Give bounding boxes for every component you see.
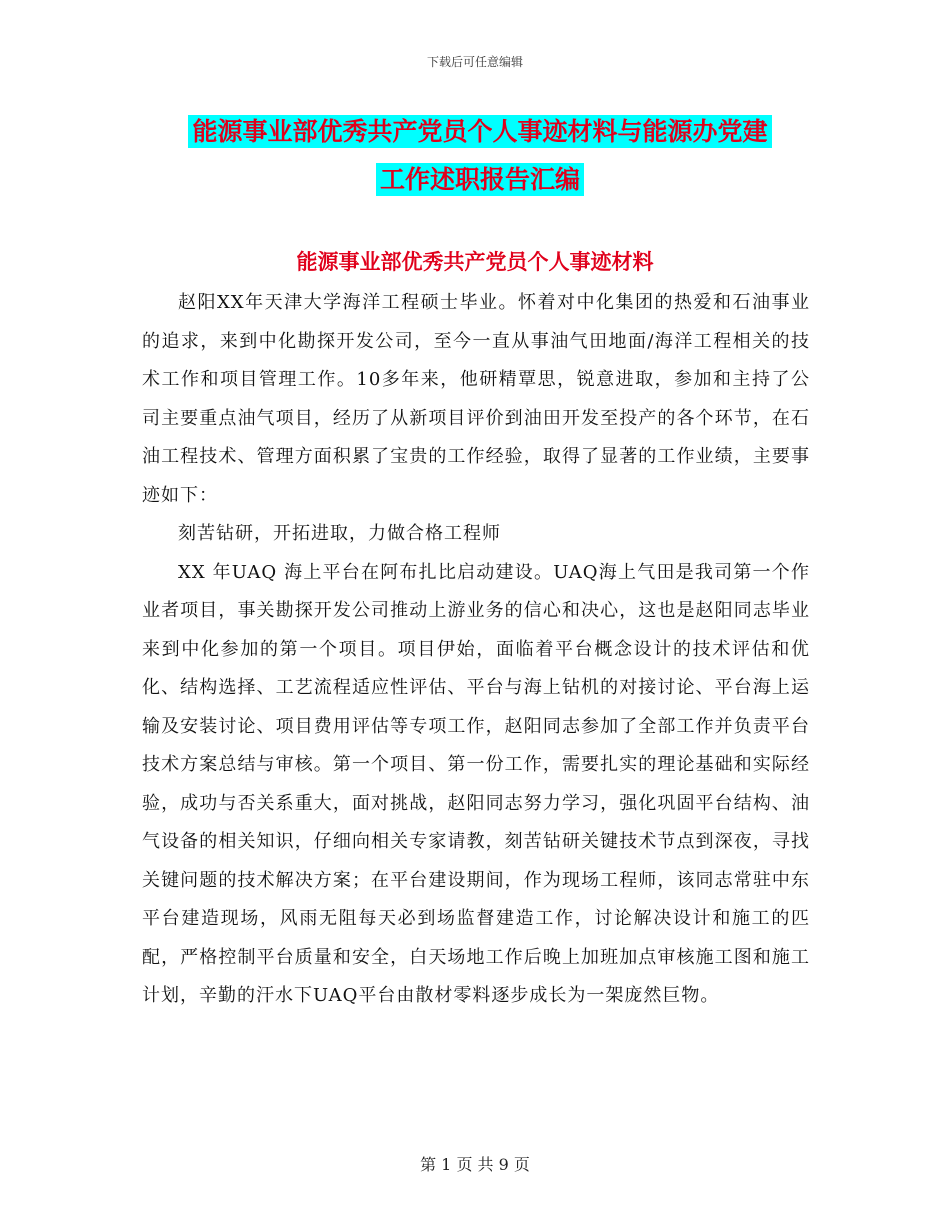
paragraph: 赵阳XX年天津大学海洋工程硕士毕业。怀着对中化集团的热爱和石油事业的追求，来到中化勘探开发公司，至今一直从事油气田地面/海洋工程相关的技术工作和项目管理工作。10多年来，他研精覃思，锐意进取，参加和主持了公司主要重点油气项目，经历了从新项目评价到油田开发至投产的各个环节，在石油工程技术、管理方面积累了宝贵的工作经验，取得了显著的工作业绩，主要事迹如下： (142, 292, 810, 506)
paragraph: XX 年UAQ 海上平台在阿布扎比启动建设。UAQ海上气田是我司第一个作业者项目，事关勘探开发公司推动上游业务的信心和决心，这也是赵阳同志毕业来到中化参加的第一个项目。项目伊始，面临着平台概念设计的技术评估和优化、结构选择、工艺流程适应性评估、平台与海上钻机的对接讨论、平台海上运输及安装讨论、项目费用评估等专项工作，赵阳同志参加了全部工作并负责平台技术方案总结与审核。第一个项目、第一份工作，需要扎实的理论基础和实际经验，成功与否关系重大，面对挑战，赵阳同志努力学习，强化巩固平台结构、油气设备的相关知识，仔细向相关专家请教，刻苦钻研关键技术节点到深夜，寻找关键问题的技术解决方案；在平台建设期间，作为现场工程师，该同志常驻中东平台建造现场，风雨无阻每天必到场监督建造工作，讨论解决设计和施工的匹配，严格控制平台质量和安全，白天场地工作后晚上加班加点审核施工图和施工计划，辛勤的汗水下UAQ平台由散材零料逐步成长为一架庞然巨物。 (142, 561, 810, 1006)
document-title-line-2: 工作述职报告汇编 (376, 163, 584, 196)
document-title-line-1: 能源事业部优秀共产党员个人事迹材料与能源办党建 (188, 115, 771, 148)
body-text (142, 284, 810, 1016)
section-title: 能源事业部优秀共产党员个人事迹材料 (296, 250, 654, 274)
page-number: 第 1 页 共 9 页 (420, 1155, 530, 1174)
document-title (130, 108, 830, 204)
paragraph-subheading: 刻苦钻研，开拓进取，力做合格工程师 (178, 523, 501, 544)
header-note: 下载后可任意编辑 (426, 55, 523, 69)
